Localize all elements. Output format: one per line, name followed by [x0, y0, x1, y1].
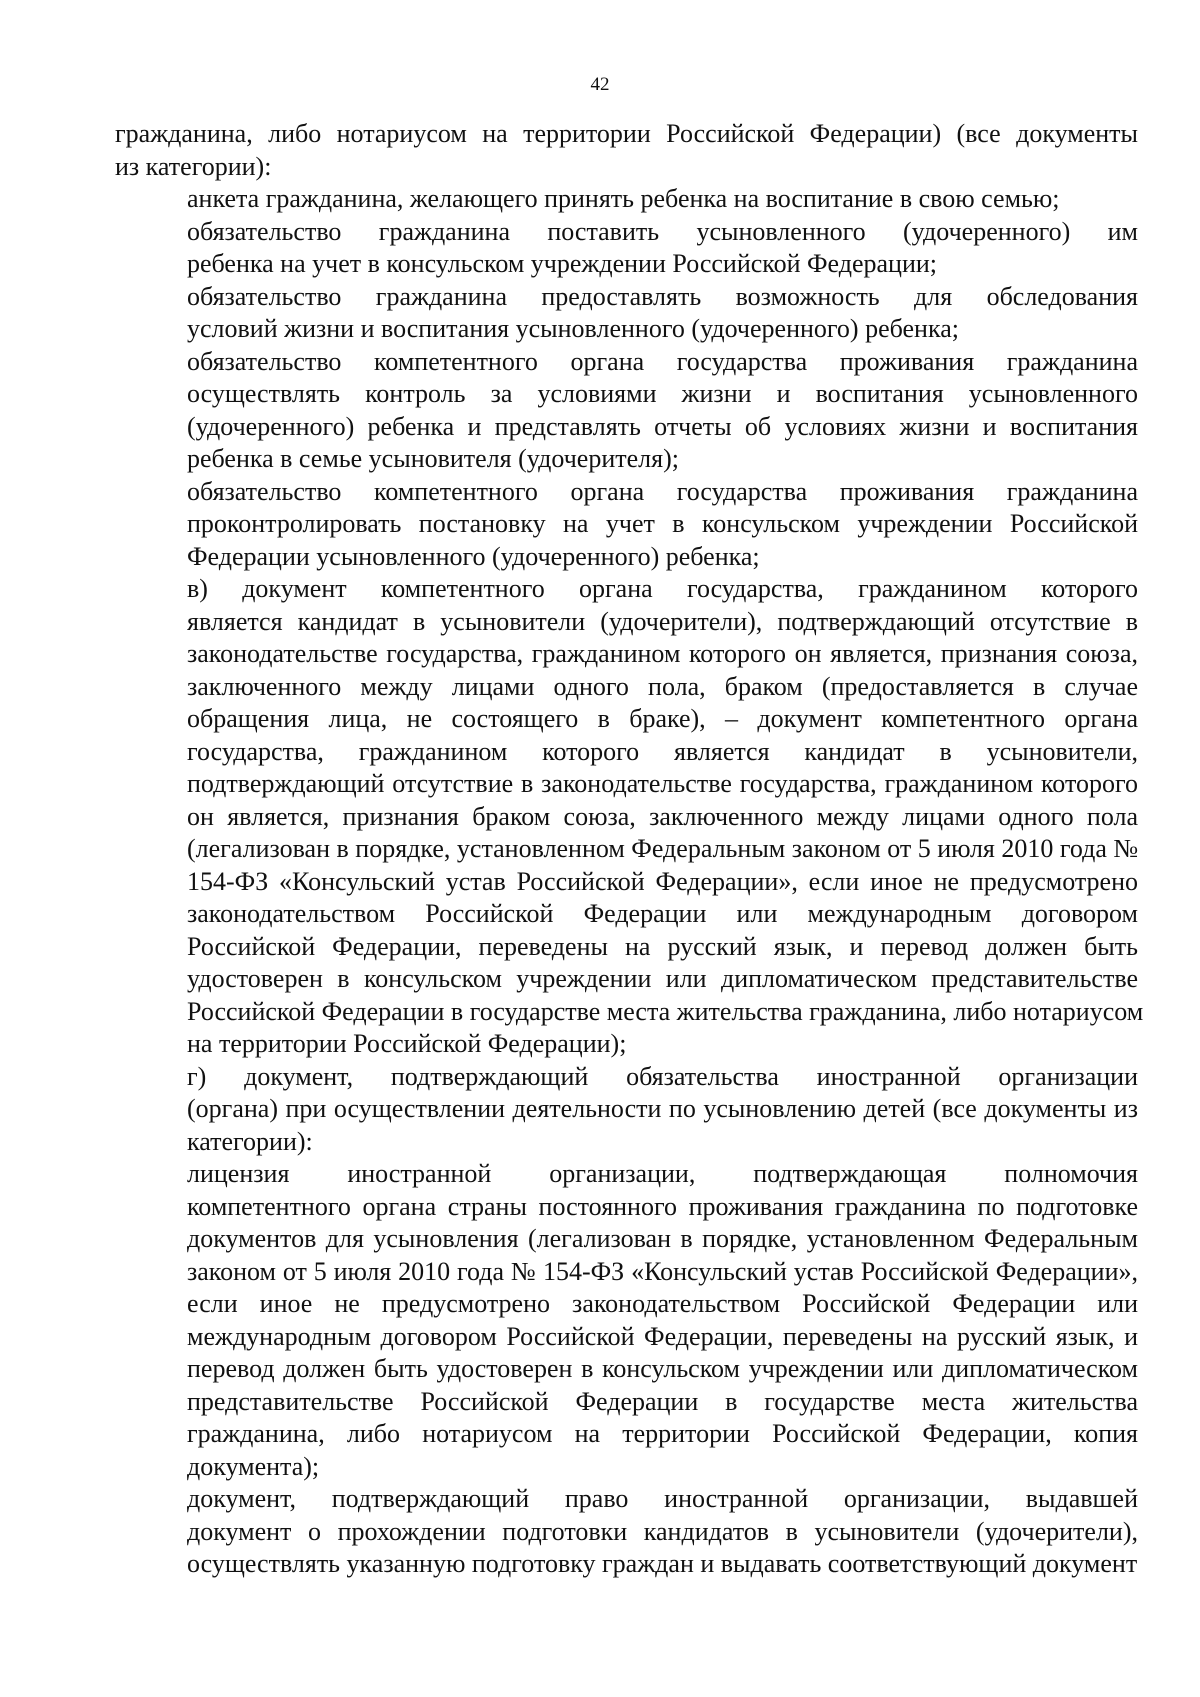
paragraph: [115, 1158, 1138, 1483]
text-line: документа);: [187, 1451, 320, 1481]
paragraph: [115, 1483, 1138, 1581]
text-line: гражданина, либо нотариусом на территории Российской Федерации, копия: [187, 1419, 1138, 1448]
text-line: если иное не предусмотрено законодательством Российской Федерации или: [187, 1289, 1138, 1318]
text-line: законодательством Российской Федерации или международным договором: [187, 899, 1138, 928]
text-line: г) документ, подтверждающий обязательства иностранной организации: [187, 1061, 1138, 1091]
text-line: условий жизни и воспитания усыновленного (удочеренного) ребенка;: [187, 314, 959, 343]
text-line: обязательство компетентного органа государства проживания гражданина: [187, 476, 1138, 506]
text-line: гражданина, либо нотариусом на территории Российской Федерации) (все документы: [115, 119, 1138, 148]
text-line: подтверждающий отсутствие в законодательстве государства, гражданином которого: [187, 769, 1138, 798]
text-line: документов для усыновления (легализован в порядке, установленном Федеральным: [187, 1224, 1138, 1253]
text-line: обязательство компетентного органа государства проживания гражданина: [187, 346, 1138, 376]
text-line: проконтролировать постановку на учет в консульском учреждении Российской: [187, 509, 1138, 538]
text-line: ребенка на учет в консульском учреждении Российской Федерации;: [187, 249, 938, 278]
text-line: заключенного между лицами одного пола, браком (предоставляется в случае: [187, 671, 1138, 701]
paragraph: [115, 183, 1138, 216]
text-line: категории):: [187, 1126, 313, 1156]
paragraph: [115, 216, 1138, 281]
text-line: из категории):: [115, 151, 272, 181]
text-line: (легализован в порядке, установленном Федеральным законом от 5 июля 2010 года №: [187, 834, 1139, 863]
text-line: документ о прохождении подготовки кандидатов в усыновители (удочерители),: [187, 1516, 1138, 1546]
text-line: законом от 5 июля 2010 года № 154-ФЗ «Консульский устав Российской Федерации»,: [187, 1256, 1138, 1286]
text-line: является кандидат в усыновители (удочерители), подтверждающий отсутствие в: [187, 606, 1138, 636]
text-line: удостоверен в консульском учреждении или дипломатическом представительстве: [187, 964, 1138, 993]
text-line: Российской Федерации в государстве места жительства гражданина, либо нотариусом: [187, 996, 1144, 1026]
text-line: Российской Федерации, переведены на русский язык, и перевод должен быть: [187, 931, 1138, 961]
text-line: компетентного органа страны постоянного проживания гражданина по подготовке: [187, 1191, 1138, 1221]
paragraph: [115, 1061, 1138, 1159]
text-line: он является, признания браком союза, заключенного между лицами одного пола: [187, 801, 1138, 831]
text-line: на территории Российской Федерации);: [187, 1029, 627, 1058]
text-line: лицензия иностранной организации, подтверждающая полномочия: [187, 1159, 1138, 1188]
text-line: осуществлять указанную подготовку граждан и выдавать соответствующий документ: [187, 1549, 1138, 1578]
text-line: документ, подтверждающий право иностранной организации, выдавшей: [187, 1484, 1138, 1513]
text-line: государства, гражданином которого является кандидат в усыновители,: [187, 736, 1138, 766]
paragraph: [115, 346, 1138, 476]
text-line: в) документ компетентного органа государства, гражданином которого: [187, 574, 1138, 603]
text-line: осуществлять контроль за условиями жизни и воспитания усыновленного: [187, 379, 1138, 408]
text-line: 154-ФЗ «Консульский устав Российской Федерации», если иное не предусмотрено: [187, 866, 1138, 896]
paragraph: [115, 118, 1138, 183]
paragraph: [115, 573, 1144, 1061]
text-line: перевод должен быть удостоверен в консульском учреждении или дипломатическом: [187, 1354, 1138, 1383]
text-line: международным договором Российской Федерации, переведены на русский язык, и: [187, 1321, 1138, 1351]
text-line: законодательстве государства, гражданином которого он является, признания союза,: [187, 639, 1138, 668]
text-line: представительстве Российской Федерации в государстве места жительства: [187, 1386, 1138, 1416]
text-line: (удочеренного) ребенка и представлять отчеты об условиях жизни и воспитания: [187, 411, 1138, 441]
paragraph: [115, 281, 1138, 346]
page-number: 42: [590, 74, 610, 95]
text-line: обязательство гражданина предоставлять возможность для обследования: [187, 281, 1138, 311]
text-line: обращения лица, не состоящего в браке), – документ компетентного органа: [187, 704, 1138, 733]
text-line: (органа) при осуществлении деятельности по усыновлению детей (все документы из: [187, 1094, 1138, 1123]
text-line: обязательство гражданина поставить усыновленного (удочеренного) им: [187, 216, 1138, 246]
text-line: Федерации усыновленного (удочеренного) ребенка;: [187, 541, 760, 571]
paragraph: [115, 476, 1138, 574]
document-body: [115, 118, 1144, 1581]
text-line: ребенка в семье усыновителя (удочерителя);: [187, 444, 679, 473]
text-line: анкета гражданина, желающего принять ребенка на воспитание в свою семью;: [187, 184, 1060, 213]
